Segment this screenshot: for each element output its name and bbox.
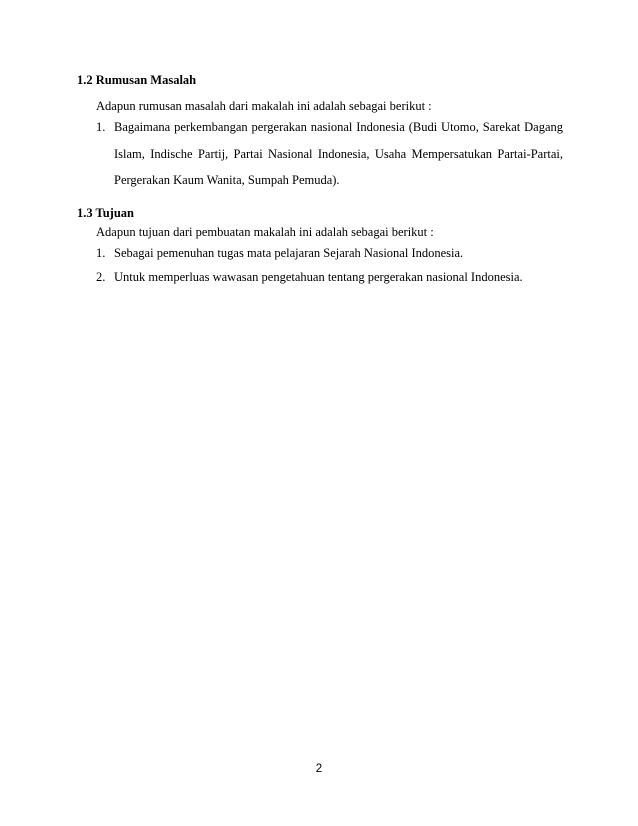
list-item-text: Sebagai pemenuhan tugas mata pelajaran Sejarah Nasional Indonesia. xyxy=(114,246,464,260)
list-item-tujuan-2 xyxy=(96,264,563,291)
section-intro-rumusan-masalah: Adapun rumusan masalah dari makalah ini adalah sebagai berikut : xyxy=(96,99,432,113)
page-number: 2 xyxy=(315,763,323,775)
section-heading-tujuan: 1.3 Tujuan xyxy=(77,206,134,220)
list-item-text: Untuk memperluas wawasan pengetahuan tentang pergerakan nasional Indonesia. xyxy=(114,270,523,284)
list-item-number: 2. xyxy=(96,270,106,284)
list-item-number: 1. xyxy=(96,246,106,260)
section-intro-tujuan: Adapun tujuan dari pembuatan makalah ini adalah sebagai berikut : xyxy=(96,225,434,239)
section-heading-rumusan-masalah: 1.2 Rumusan Masalah xyxy=(77,73,197,87)
list-item-number: 1. xyxy=(96,120,106,134)
list-item-text: Bagaimana perkembangan pergerakan nasional Indonesia (Budi Utomo, Sarekat Dagang Islam, Indische Partij, Partai Nasional Indonesia, Usaha Mempersatukan Partai-Partai, Pergerakan Kaum Wanita, Sumpah Pemuda). xyxy=(114,120,563,187)
list-item-rumusan-1 xyxy=(96,114,563,194)
list-item-tujuan-1 xyxy=(96,240,563,267)
